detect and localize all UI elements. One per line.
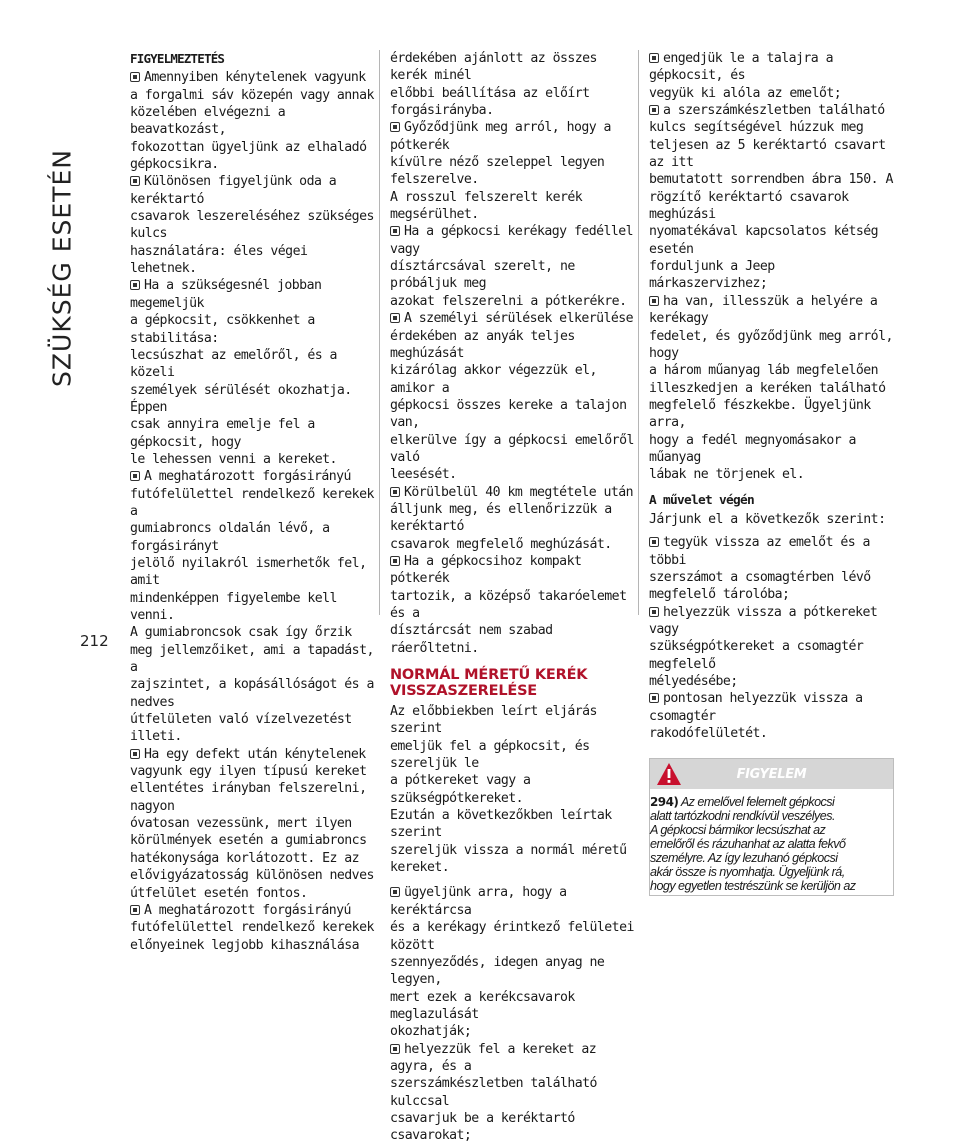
text-line: rakodófelületét. (649, 726, 768, 742)
bullet-item: Ha egy defekt után kénytelenek (130, 746, 375, 763)
bullet-icon (130, 905, 140, 915)
paragraph (390, 703, 635, 876)
text-line: mélyedésébe; (649, 674, 738, 690)
bullet-continuation (390, 919, 635, 1040)
text-line: VISSZASZERELÉSE (390, 683, 538, 700)
warning-box (649, 758, 894, 896)
text-line: vagyunk egy ilyen típusú kereket (130, 764, 367, 780)
bullet-item: ha van, illesszük a helyére a kerékagy (649, 293, 878, 327)
bullet-icon (390, 1044, 400, 1054)
bullet-item: Ha a szükségesnél jobban megemeljük (130, 278, 322, 311)
text-line: hogy a fedél megnyomásakor a műanyag (649, 432, 856, 465)
bullet-continuation (390, 501, 635, 553)
text-line: Az előbbiekben leírt eljárás szerint (390, 704, 597, 737)
bullet-item: Ha a gépkocsihoz kompakt pótkerék (390, 553, 582, 587)
bullet-item: Győződjünk meg arról, hogy a pótkerék (390, 120, 611, 153)
bullet-item: engedjük le a talajra a gépkocsit, és (649, 51, 833, 84)
text-line: szerszámkészletben található kulccsal (390, 1076, 597, 1109)
bullet-item: ügyeljünk arra, hogy a keréktárcsa (390, 885, 567, 918)
text-line: futófelülettel rendelkező kerekek a (130, 486, 374, 519)
text-line: nyomatékával kapcsolatos kétség esetén (649, 224, 879, 257)
bullet-icon (130, 280, 140, 290)
bullet-icon (390, 487, 400, 497)
bullet-icon (390, 556, 400, 566)
text-line: előnyeinek legjobb kihasználása (130, 937, 360, 953)
text-line: csavarjuk be a keréktartó csavarokat; (390, 1110, 575, 1144)
text-line: jelölő nyilakról ismerhetők fel, amit (130, 555, 367, 589)
text-line: A rosszul felszerelt kerék megsérülhet. (390, 189, 583, 223)
text-line: mindenképpen figyelembe kell venni. (130, 590, 337, 623)
page-number: 212 (80, 632, 109, 650)
text-line: óvatosan vezessünk, mert ilyen (130, 816, 352, 832)
text-line: fedelet, és győződjünk meg arról, hogy (649, 328, 893, 361)
text-line: előbbi beállítása az előírt forgásirányba. (390, 85, 590, 119)
text-line: csak annyira emelje fel a gépkocsit, hogy (130, 417, 315, 450)
bullet-icon (130, 749, 140, 759)
bullet-icon (649, 537, 659, 547)
text-line: érdekében az anyák teljes meghúzását (390, 328, 575, 361)
bullet-item: A személyi sérülések elkerülése (390, 310, 635, 327)
text-line: csavarok leszereléséhez szükséges kulcs (130, 209, 374, 242)
text-line: emeljük fel a gépkocsit, és szereljük le (390, 738, 590, 772)
text-line: hogy egyetlen testrészünk se kerüljön az (650, 879, 856, 894)
text-line: ellentétes irányban felszerelni, nagyon (130, 781, 367, 814)
text-line: elkerülve így a gépkocsi emelőről való (390, 432, 634, 465)
text-line: kizárólag akkor végezzük el, amikor a (390, 363, 597, 396)
bullet-continuation (390, 154, 635, 223)
bullet-icon (390, 313, 400, 323)
bullet-icon (130, 471, 140, 481)
text-line: érdekében ajánlott az összes kerék minél (390, 51, 597, 84)
text-line: meg jellemzőiket, ami a tapadást, a (130, 642, 374, 676)
text-line: mert ezek a kerékcsavarok meglazulását (390, 989, 575, 1022)
text-line: szükségpótkereket a csomagtér megfelelő (649, 639, 864, 672)
bullet-continuation (130, 208, 375, 277)
spacer (390, 876, 635, 884)
bullet-item: helyezzük fel a kereket az agyra, és a (390, 1041, 597, 1074)
text-line: kívülre néző szeleppel legyen felszerelve. (390, 155, 605, 188)
bullet-item: Amennyiben kénytelenek vagyunk (130, 69, 375, 86)
subheading: A művelet végén (649, 492, 755, 508)
bullet-item: Ha a gépkocsi kerékagy fedéllel vagy (390, 224, 634, 257)
text-line: okozhatják; (390, 1024, 472, 1040)
text-line: gépkocsikra. (130, 157, 219, 173)
text-line: kulcs segítségével húzzuk meg (649, 120, 864, 136)
text-line: akár össze is nyomhatja. Ügyeljünk rá, (650, 865, 845, 880)
text-line: útfelületen való vízelvezetést illeti. (130, 712, 352, 745)
column-2 (390, 50, 635, 1145)
text-line: Ezután a következőkben leírtak szerint (390, 808, 612, 841)
text-line: gépkocsi összes kereke a talajon van, (390, 397, 627, 431)
bullet-item: A meghatározott forgásirányú (130, 902, 375, 919)
bullet-icon (649, 105, 659, 115)
bullet-continuation (390, 1075, 635, 1144)
bullet-item: Körülbelül 40 km megtétele után (390, 484, 635, 501)
bullet-item: pontosan helyezzük vissza a csomagtér (649, 691, 863, 724)
warning-text: 294) Az emelővel felemelt gépkocsi alatt tartózkodni rendkívül veszélyes. A gépkocsi bármikor lecsúszhat az emelőről és rázuhanhat az alatta fekvő személyre. Az így lezuhanó gépkocsi akár össze is nyomhatja. Ügyeljünk rá, hogy egyetlen testrészünk se kerüljön az (650, 789, 893, 895)
paragraph (390, 50, 635, 119)
bullet-continuation (649, 119, 894, 292)
section-heading (390, 667, 635, 699)
bullet-continuation (649, 569, 894, 604)
text-line: a pótkereket vagy a szükségpótkereket. (390, 773, 531, 806)
text-line: azokat felszerelni a pótkerékre. (390, 293, 627, 309)
text-line: rögzítő keréktartó csavarok meghúzási (649, 189, 849, 223)
bullet-continuation (649, 725, 894, 742)
text-line: a forgalmi sáv közepén vagy annak (130, 87, 374, 103)
warning-header (650, 759, 893, 789)
warning-continuation (650, 809, 885, 893)
text-line: a három műanyag láb megfelelően (649, 363, 879, 379)
bullet-icon (390, 887, 400, 897)
text-line: a gépkocsit, csökkenhet a stabilitása: (130, 313, 315, 346)
text-line: futófelülettel rendelkező kerekek (130, 920, 374, 936)
text-line: le lehessen venni a kereket. (130, 451, 337, 467)
bullet-continuation (390, 328, 635, 484)
warning-number: 294) (650, 795, 679, 810)
text-line: elővigyázatosság különösen nedves (130, 868, 374, 884)
text-line: útfelület esetén fontos. (130, 885, 308, 901)
text-line: megfelelő tárolóba; (649, 587, 790, 603)
text-line: NORMÁL MÉRETŰ KERÉK (390, 667, 588, 684)
text-line: A gépkocsi bármikor lecsúszhat az (650, 823, 826, 838)
bullet-continuation (390, 588, 635, 657)
text-line: forduljunk a Jeep márkaszervizhez; (649, 259, 775, 292)
text-line: vegyük ki alóla az emelőt; (649, 85, 842, 101)
warning-heading: FIGYELMEZTETÉS (130, 51, 225, 66)
bullet-item: A meghatározott forgásirányú (130, 468, 375, 485)
text-line: hatékonysága korlátozott. Ez az (130, 850, 360, 866)
bullet-item: Különösen figyeljünk oda a keréktartó (130, 174, 337, 207)
text-line: A gumiabroncsok csak így őrzik (130, 625, 352, 641)
text-line: lábak ne törjenek el. (649, 467, 805, 483)
text-line: körülmények esetén a gumiabroncs (130, 833, 367, 849)
text-line: teljesen az 5 keréktartó csavart az itt (649, 137, 886, 171)
bullet-icon (649, 296, 659, 306)
bullet-item: a szerszámkészletben található (649, 102, 894, 119)
bullet-continuation (130, 87, 375, 174)
bullet-continuation (390, 258, 635, 310)
bullet-continuation (649, 85, 894, 102)
bullet-icon (649, 607, 659, 617)
text-line: megfelelő fészkekbe. Ügyeljünk arra, (649, 397, 871, 431)
bullet-icon (649, 53, 659, 63)
text-line: dísztárcsát nem szabad ráerőltetni. (390, 623, 553, 656)
text-line: szerszámot a csomagtérben lévő (649, 569, 871, 585)
text-line: emelőről és rázuhanhat az alatta fekvő (650, 837, 846, 852)
bullet-icon (649, 693, 659, 703)
text-line: személyek sérülését okozhatja. Éppen (130, 382, 352, 415)
text-line: fokozottan ügyeljünk az elhaladó (130, 139, 367, 155)
text-line: leesését. (390, 467, 457, 483)
warning-title: FIGYELEM (736, 767, 807, 783)
text-line: és a kerékagy érintkező felületei között (390, 920, 634, 953)
bullet-icon (390, 122, 400, 132)
bullet-icon (130, 176, 140, 186)
text-line: szennyeződés, idegen anyag ne legyen, (390, 954, 605, 988)
paragraph: Járjunk el a következők szerint: (649, 511, 886, 527)
column-divider (638, 50, 639, 615)
text-line: személyre. Az így lezuhanó gépkocsi (650, 851, 838, 866)
text-line: tartozik, a középső takaróelemet és a (390, 588, 627, 621)
bullet-item: helyezzük vissza a pótkereket vagy (649, 604, 878, 637)
bullet-continuation (130, 763, 375, 902)
text-line: csavarok megfelelő meghúzását. (390, 536, 612, 552)
text-line: bemutatott sorrendben ábra 150. A (649, 172, 893, 188)
text-line: gumiabroncs oldalán lévő, a forgásirányt (130, 521, 330, 554)
text-line: dísztárcsával szerelt, ne próbáljuk meg (390, 259, 575, 292)
bullet-continuation (649, 328, 894, 484)
column-divider (379, 50, 380, 615)
bullet-continuation (130, 312, 375, 468)
text-line: illeszkedjen a keréken található (649, 380, 886, 396)
text-line: szereljük vissza a normál méretű kereket. (390, 842, 627, 876)
section-title: SZÜKSÉG ESETÉN (47, 149, 77, 387)
bullet-icon (390, 226, 400, 236)
column-3 (649, 50, 894, 896)
text-line: álljunk meg, és ellenőrizzük a keréktartó (390, 501, 612, 535)
bullet-continuation (130, 486, 375, 746)
text-line: lecsúszhat az emelőről, és a közeli (130, 347, 337, 381)
bullet-continuation (130, 919, 375, 954)
text-line: közelében elvégezni a beavatkozást, (130, 105, 286, 138)
bullet-item: tegyük vissza az emelőt és a többi (649, 535, 870, 568)
bullet-icon (130, 72, 140, 82)
text-line: alatt tartózkodni rendkívül veszélyes. (650, 809, 835, 824)
column-1 (130, 50, 375, 954)
text-line: zajszintet, a kopásállóságot és a nedves (130, 677, 374, 710)
text-line: használatára: éles végei lehetnek. (130, 243, 308, 277)
